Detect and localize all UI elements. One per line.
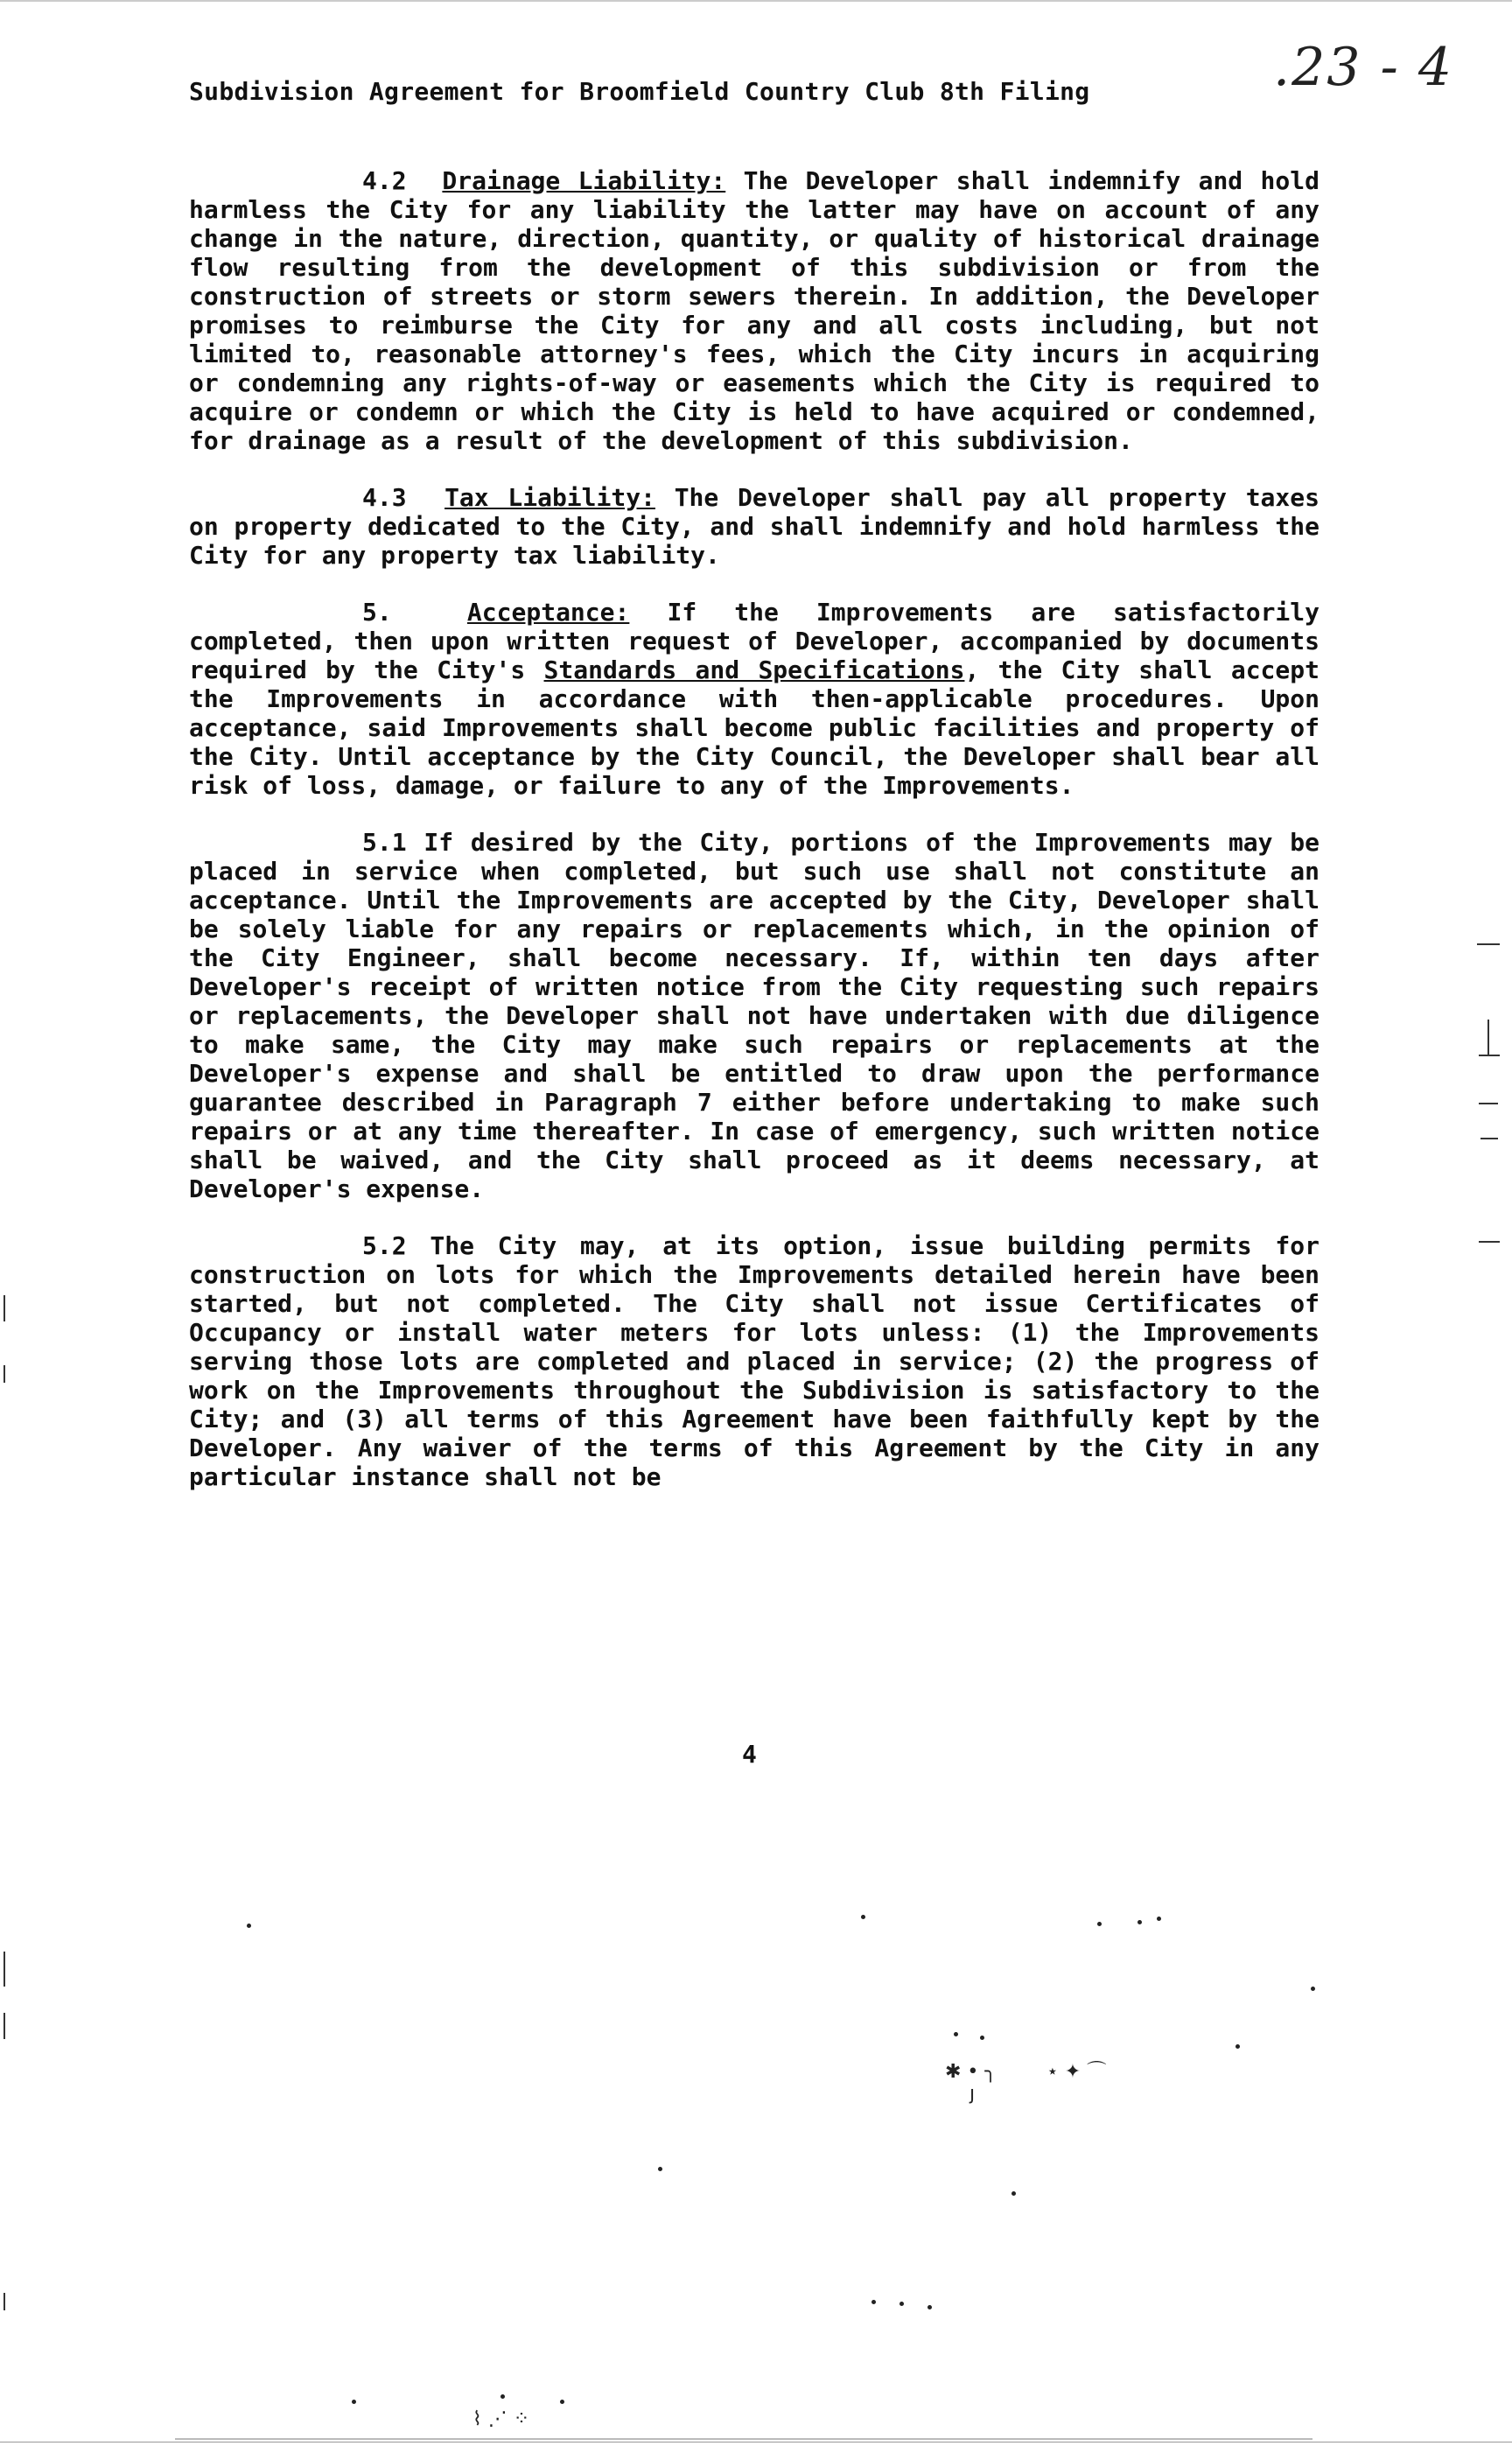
section-5-1 [189, 828, 1320, 1203]
scan-smudge: ȷ [970, 2083, 976, 2105]
section-text: The Developer shall pay all property taxes on property dedicated to the City, and shall indemnify and hold harmless the City for any property tax liability. [189, 483, 1320, 570]
section-5 [189, 598, 1320, 800]
scan-speck [954, 2032, 958, 2036]
scan-speck [1138, 1920, 1142, 1924]
scan-speck [1236, 2044, 1240, 2049]
scan-edge [0, 0, 1512, 2]
scan-mark [1479, 1103, 1498, 1104]
section-text-continued: , the City shall accept the Improvements in accordance with then-applicable procedures. Upon acceptance, said Improvements shall become public facilities and property of the City. Until acceptance by the City Council, the Developer shall bear all risk of loss, damage, or failure to any of the Improvements. [189, 655, 1320, 800]
section-text: If the Improvements are satisfactorily completed, then upon written request of Developer, accompanied by documents required by the City's [189, 598, 1320, 684]
section-5-2 [189, 1231, 1320, 1491]
scan-mark [1477, 943, 1500, 945]
section-text: The City may, at its option, issue building permits for construction on lots for which the Improvements detailed herein have been started, but not completed. The City shall not issue Certificates of Occupancy or install water meters for lots unless: (1) the Improvements serving those lots are completed and placed in service; (2) the progress of work on the Improvements throughout the Subdivision is satisfactory to the City; and (3) all terms of this Agreement have been faithfully kept by the Developer. Any waiver of the terms of this Agreement by the City in any particular instance shall not be [189, 1231, 1320, 1491]
scan-speck [980, 2036, 984, 2040]
page-header: Subdivision Agreement for Broomfield Country Club 8th Filing [189, 77, 1090, 106]
document-body [189, 166, 1320, 1519]
scan-speck [1157, 1917, 1161, 1921]
section-number: 4.2 [362, 166, 407, 195]
section-number: 5.1 [362, 828, 407, 857]
scan-speck [872, 2300, 876, 2304]
scan-mark [4, 1952, 5, 1987]
scan-speck [900, 2302, 904, 2306]
section-heading: Acceptance: [466, 598, 630, 627]
section-4-2 [189, 166, 1320, 455]
scan-speck [352, 2400, 356, 2404]
section-number: 5. [362, 598, 392, 627]
scan-speck [560, 2400, 564, 2404]
scan-mark [4, 2013, 5, 2039]
scan-speck [1311, 1987, 1315, 1991]
section-text: The Developer shall indemnify and hold harmless the City for any liability the latter may have on account of any change in the nature, direction, quantity, or quality of historical drainage flow resulting from the development of this subdivision or from the construction of streets or storm sewers therein. In addition, the Developer promises to reimburse the City for any and all costs including, but not limited to, reasonable attorney's fees, which the City incurs in acquiring or condemning any rights-of-way or easements which the City is required to acquire or condemn or which the City is held to have acquired or condemned, for drainage as a result of the development of this subdivision. [189, 166, 1320, 455]
section-number: 5.2 [362, 1231, 407, 1260]
scan-mark [1479, 1241, 1500, 1243]
scan-speck [247, 1924, 251, 1928]
scan-speck [861, 1915, 865, 1919]
scan-smudge: ⌇ ⋰ ⁘ [472, 2408, 530, 2430]
scan-mark [1480, 1138, 1498, 1139]
section-4-3 [189, 483, 1320, 570]
scan-mark [4, 2293, 5, 2310]
scan-speck [1097, 1922, 1102, 1926]
scan-mark [4, 1365, 5, 1383]
handwritten-page-mark: .23 - 4 [1273, 37, 1454, 98]
scan-smudge: ✱ • ╮ [945, 2061, 997, 2083]
page-number: 4 [742, 1740, 757, 1769]
scan-speck [500, 2394, 505, 2399]
scan-edge [175, 2438, 1312, 2440]
section-heading: Drainage Liability: [442, 166, 726, 195]
scan-mark [4, 1295, 5, 1321]
section-number: 4.3 [362, 483, 407, 512]
section-text: If desired by the City, portions of the Improvements may be placed in service when completed, but such use shall not constitute an acceptance. Until the Improvements are accepted by the City, Developer shall be solely liable for any repairs or replacements which, in the opinion of the City Engineer, shall become necessary. If, within ten days after Developer's receipt of written notice from the City requesting such repairs or replacements, the Developer shall not have undertaken with due diligence to make same, the City may make such repairs or replacements at the Developer's expense and shall be entitled to draw upon the performance guarantee described in Paragraph 7 either before undertaking to make such repairs or at any time thereafter. In case of emergency, such written notice shall be waived, and the City shall proceed as it deems necessary, at Developer's expense. [189, 828, 1320, 1203]
scan-speck [928, 2305, 932, 2309]
scan-speck [658, 2167, 662, 2171]
scan-mark [1479, 1055, 1500, 1056]
section-heading: Tax Liability: [444, 483, 655, 512]
scan-mark [1488, 1020, 1489, 1055]
scan-speck [1012, 2191, 1016, 2196]
standards-reference: Standards and Specifications [543, 655, 965, 684]
scan-smudge: ⋆ ✦ ⌒ [1046, 2061, 1107, 2083]
